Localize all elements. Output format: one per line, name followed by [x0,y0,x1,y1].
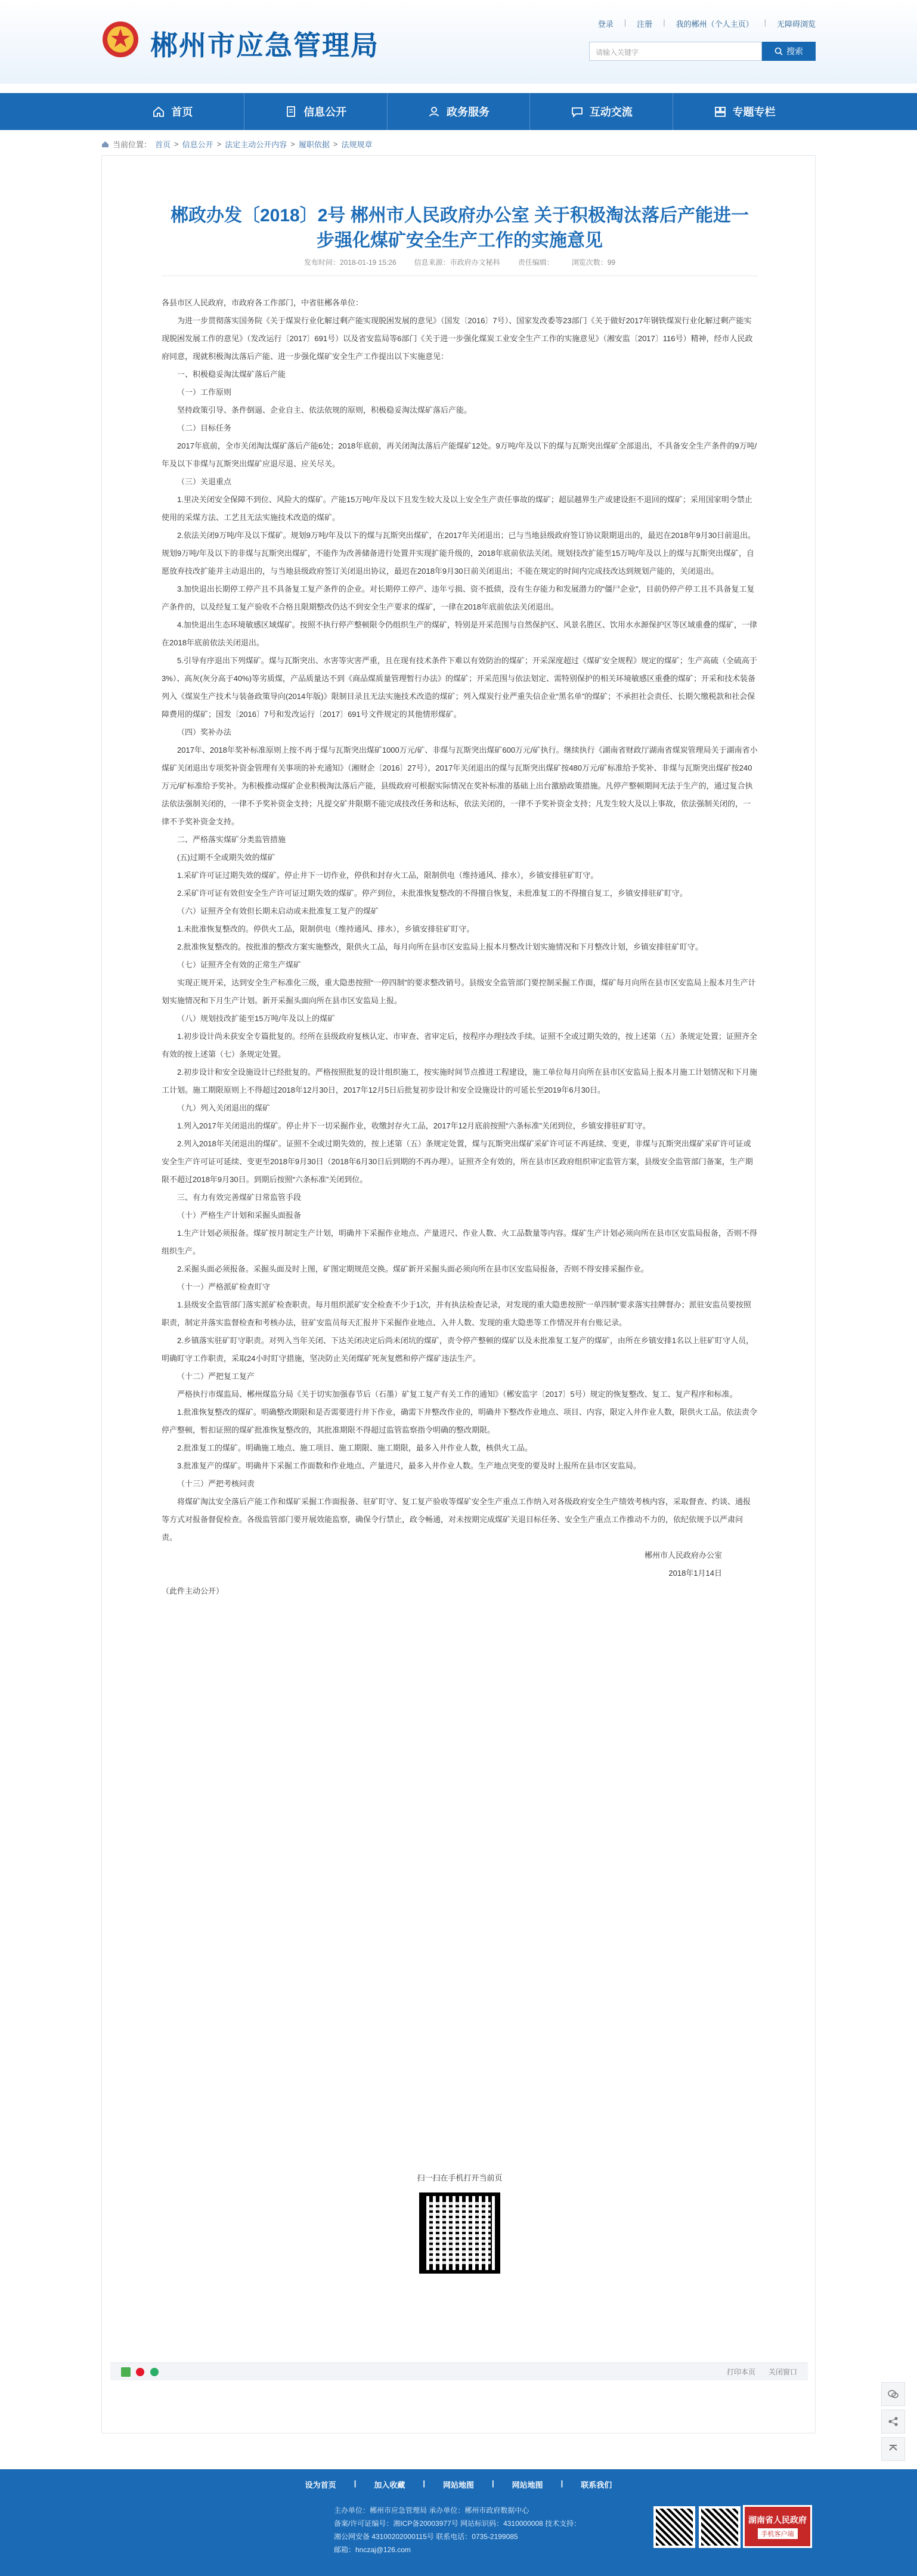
section-heading: 二、严格落实煤矿分类监管措施 [177,835,286,844]
nav-item-label: 政务服务 [446,106,490,118]
view-count: 浏览次数：99 [571,258,616,267]
arrow-up-icon [887,2443,899,2455]
article-paragraph: 3.加快退出长期停工停产且不具备复工复产条件的企业。对长期停工停产、违年亏损、资不抵债，没有生存能力和发展潜力的“僵尸企业”，目前仍停产停工且不具备复工复产条件的，以及经复工复产验收不合格且限期整改仍达不到安全生产要求的煤矿，一律在2018年底前依法关闭退出。 [162,585,755,611]
info-source: 信息来源：市政府办文秘科 [414,258,500,267]
breadcrumb-regulations[interactable]: 法规规章 [341,140,373,149]
breadcrumb-prefix: 当前位置： [113,140,152,149]
personal-home-link[interactable]: 我的郴州（个人主页） [676,20,754,29]
article-paragraph: 1.未批准恢复整改的。停供火工品，限制供电（维持通风、排水），乡镇安排驻矿盯守。 [177,924,475,933]
article-paragraph: 2017年底前，全市关闭淘汰煤矿落后产能6处；2018年底前，再关闭淘汰落后产能煤矿12处。9万吨/年及以下的煤与瓦斯突出煤矿全部退出，不具备安全生产条件的9万吨/年及以下非煤与瓦斯突出煤矿应退尽退、应关尽关。 [162,441,757,468]
footer-info-line: 主办单位：郴州市应急管理局 承办单位：郴州市政府数据中心 [334,2506,529,2515]
article-container [101,155,816,2433]
section-heading: （十三）严把考核问责 [177,1479,255,1488]
signature-line: 2018年1月14日 [668,1569,722,1578]
article-paragraph: 1.采矿许可证过期失效的煤矿。停止井下一切作业，停供和封存火工品，限制供电（维持通风、排水），乡镇安排驻矿盯守。 [177,871,599,880]
article-paragraph: 2.初步设计和安全设施设计已经批复的。严格按照批复的设计组织施工，按实施时间节点推进工程建设，施工单位每月向所在县市区安监局上报本月施工计划情况和下月施工计划。施工期限原则上不得超过2018年12月30日，2017年12月5日后批复初步设计和安全设施设计的可延长至2019年6月30日。 [162,1068,757,1094]
register-link[interactable]: 注册 [637,20,653,29]
article-paragraph: 5.引导有序退出下列煤矿。煤与瓦斯突出、水害等灾害严重，且在现有技术条件下难以有效防治的煤矿；开采深度超过《煤矿安全规程》规定的煤矿；生产高硫（全硫高于3%）、高灰(灰分高于40%)等劣质煤，产品质量达不到《商品煤质量管理暂行办法》的煤矿；开采范围与依法划定、需特别保护的相关环境敏感区重叠的煤矿；开采和技术装备列入《煤炭生产技术与装备政策导向(2014年版)》限制目录且无法实施技术改造的煤矿；列入煤炭行业严重失信企业“黑名单”的煤矿；不承担社会责任、长期欠缴税款和社会保障费用的煤矿；国发〔2016〕7号和发改运行〔2017〕691号文件规定的其他情形煤矿。 [162,656,757,719]
article-paragraph: 1.批准恢复整改的煤矿。明确整改期限和是否需要进行井下作业，确需下井整改作业的，明确井下整改作业地点、项目、内容，限定入井作业人数，限供火工品。依法责令停产整顿，暂扣证照的煤矿批准恢复整改的，其批准期限不得超过监管监察指令明确的整改期限。 [162,1408,757,1434]
nav-item-interaction[interactable] [530,93,673,130]
article-paragraph: 2.批准恢复整改的。按批准的整改方案实施整改，限供火工品，每月向所在县市区安监局上报本月整改计划实施情况和下月整改计划，乡镇安排驻矿盯守。 [177,942,703,951]
search-button[interactable] [762,42,816,61]
footer-info-line: 邮箱：hnczaj@126.com [334,2546,411,2554]
article-body [162,294,758,1600]
top-links: 登录 | 注册 | 我的郴州（个人主页） | 无障碍浏览 [597,18,816,29]
share-float-button[interactable] [881,2410,905,2433]
document-icon [284,105,298,118]
qr-section [352,2172,567,2274]
site-header [0,0,917,84]
footer-link-set-home[interactable]: 设为首页 [305,2481,336,2490]
wechat-float-button[interactable] [881,2382,905,2406]
nav-item-info-disclosure[interactable] [244,93,388,130]
article-paragraph: 2.采掘头面必须报备。采掘头面及时上图，矿图定期规范交换。煤矿新开采掘头面必须向所在县市区安监局报备，否则不得安排采掘作业。 [177,1264,649,1273]
accessibility-link[interactable]: 无障碍浏览 [776,20,816,29]
weibo-icon[interactable] [135,2367,145,2377]
signature-line: 郴州市人民政府办公室 [644,1551,722,1560]
section-heading: （四）奖补办法 [177,728,232,737]
wechat-icon[interactable] [150,2367,159,2377]
chat-icon [571,105,584,118]
article-toolbar [110,2362,808,2380]
column-icon [714,105,727,118]
article-paragraph: 4.加快退出生态环境敏感区域煤矿。按照不执行停产整顿限令仍组织生产的煤矿，特别是开采范围与自然保护区、风景名胜区、饮用水水源保护区等区域重叠的煤矿，一律在2018年底前依法关闭退出。 [162,620,757,647]
article-paragraph: 1.县级安全监管部门落实派矿检查职责。每月组织派矿安全检查不少于1次，并有执法检查记录，对发现的重大隐患按照“一单四制”要求落实挂牌督办；派驻安监员要按照职责，制定并落实监督检查和考核办法，驻矿安监员每天汇报井下采掘作业地点、入井人数、发现的重大隐患等工作情况并有台账记录。 [162,1300,751,1327]
nav-item-gov-service[interactable] [388,93,531,130]
search-button-label: 搜索 [786,47,803,56]
breadcrumb-duty-basis[interactable]: 履职依据 [298,140,330,149]
article-paragraph: 2017年、2018年奖补标准原则上按不再于煤与瓦斯突出煤矿1000万元/矿、非煤与瓦斯突出煤矿600万元/矿执行。继续执行《湖南省财政厅湖南省煤炭管理局关于湖南省小煤矿关闭退出专项奖补资金管理有关事项的补充通知》（湘财企〔2016〕27号），2017年关闭退出的煤与瓦斯突出煤矿按480万元/矿标准给予奖补、非煤与瓦斯突出煤矿按240万元/矿标准给予奖补。为积极推动煤矿企业积极淘汰落后产能，县级政府可根据实际情况在奖补标准的基础上出台激励政策措施。凡停产整顿期间无法于生产的，通过复合执法依法强制关闭的，一律不予奖补资金支持；凡提交矿井限期不能完成技改任务和达标，依法关闭的，一律不予奖补资金支持；凡发生较大及以上事故，依法强制关闭的，一律不予奖补资金支持。 [162,746,758,826]
section-heading: （七）证照齐全有效的正常生产煤矿 [177,960,302,969]
breadcrumb-info-disclosure[interactable]: 信息公开 [182,140,213,149]
breadcrumb-statutory[interactable]: 法定主动公开内容 [225,140,287,149]
service-icon [427,105,441,118]
side-float-toolbar [881,2382,905,2461]
article-paragraph: 1.初步设计尚未获安全专篇批复的。经所在县级政府复核认定、市审查、省审定后，按程序办理技改手续。证照不全或过期失效的，按上述第（五）条规定处置；证照齐全有效的按上述第（七）条规定处置。 [162,1032,757,1059]
nav-item-label: 信息公开 [303,106,347,118]
article-paragraph: 2.批准复工的煤矿。明确施工地点、施工项目、施工期限、施工期限，最多入井作业人数，核供火工品。 [177,1443,532,1452]
footer-info-line: 备案/许可证编号：湘ICP备20003977号 网站标识码：4310000008 技术支持： [334,2519,581,2528]
national-emblem-icon [101,20,140,58]
section-heading: （十二）严把复工复产 [177,1372,255,1381]
footer-qr-code-1 [653,2506,695,2548]
print-button[interactable]: 打印本页 [726,2368,755,2376]
footer-link-sitemap[interactable]: 网站地图 [442,2481,474,2490]
article-title: 郴政办发〔2018〕2号 郴州市人民政府办公室 关于积极淘汰落后产能进一步强化煤矿安全生产工作的实施意见 [170,206,749,251]
article-paragraph: 3.批准复产的煤矿。明确井下采掘工作面数和作业地点、产量进尺，最多入井作业人数。生产地点突变的要及时上报所在县市区安监局。 [177,1461,641,1470]
home-icon [152,105,165,118]
gov-app-badge[interactable] [743,2505,812,2548]
badge-subtitle: 手机客户端 [758,2528,798,2539]
footer-link-bookmark[interactable]: 加入收藏 [374,2481,405,2490]
close-window-button[interactable]: 关闭窗口 [768,2368,797,2376]
section-heading: （六）证照齐全有效但长期未启动或未批准复工复产的煤矿 [177,907,379,916]
section-heading: （九）列入关闭退出的煤矿 [177,1103,271,1112]
article-paragraph: 2.依法关闭9万吨/年及以下煤矿。规划9万吨/年及以下的煤与瓦斯突出煤矿，在2017年关闭退出；已与当地县级政府签订协议限期退出的，最迟在2018年9月30日前退出。规划9万吨/年及以下的非煤与瓦斯突出煤矿，不能作为改善储备进行处置并实现扩能升级的，2018年底前依法关闭。规划技改扩能至15万吨/年及以上的煤与瓦斯突出煤矿，自愿放弃技改扩能并主动退出的，与当地县级政府签订关闭退出协议，最迟在2018年9月30日前关闭退出；不能在规定的时间内完成技改达到规划产能的，关闭退出。 [162,531,756,576]
article-paragraph: 坚持政策引导、条件倒逼、企业自主、依法依规的原则，积极稳妥淘汰煤矿落后产能。 [177,406,472,415]
article-paragraph: 1.里决关闭安全保障不到位、风险大的煤矿。产能15万吨/年及以下且发生较大及以上安全生产责任事故的煤矿；超层越界生产或建设拒不退回的煤矿；采用国家明令禁止使用的采煤方法、工艺且无法实施技术改造的煤矿。 [162,495,752,522]
section-heading: 一、积极稳妥淘汰煤矿落后产能 [177,370,286,379]
nav-item-home[interactable] [101,93,244,130]
qr-code [419,2192,500,2274]
footer-links: 设为首页 | 加入收藏 | 网站地图 | 网站地图 | 联系我们 [305,2479,612,2490]
footer-link-contact[interactable]: 联系我们 [581,2481,612,2490]
section-heading: (五)过期不全或期失效的煤矿 [177,853,275,862]
nav-item-label: 专题专栏 [732,106,776,118]
editor: 责任编辑： [518,258,554,267]
article-meta [162,257,758,276]
footer-info-line: 湘公网安备 43100202000115号 联系电话：0735-2199085 [334,2532,518,2541]
article-paragraph: 1.生产计划必须报备。煤矿按月制定生产计划，明确井下采掘作业地点、产量进尺、作业人数、火工品数量等内容。煤矿生产计划必须向所在县市区安监局报备，否则不得组织生产。 [162,1229,757,1255]
nav-item-special-column[interactable] [673,93,816,130]
footer-qr-code-2 [699,2506,741,2548]
login-link[interactable]: 登录 [597,20,614,29]
section-heading: （八）规划技改扩能至15万吨/年及以上的煤矿 [177,1014,336,1023]
section-heading: （十一）严格派矿检查盯守 [177,1282,271,1291]
section-heading: （一）工作原则 [177,388,232,397]
back-to-top-button[interactable] [881,2437,905,2461]
nav-item-label: 互动交流 [589,106,633,118]
article-paragraph: 2.采矿许可证有效但安全生产许可证过期失效的煤矿。停产到位，未批准恢复整改的不得擅自恢复，未批准复工的不得擅自复工，乡镇安排驻矿盯守。 [177,889,687,898]
footer-info [334,2504,581,2556]
article-paragraph: 各县市区人民政府，市政府各工作部门，中省驻郴各单位： [162,298,364,307]
nav-item-label: 首页 [171,106,193,118]
badge-title: 湖南省人民政府 [748,2515,807,2525]
share-icon[interactable] [121,2367,131,2377]
article-paragraph: 2.列入2018年关闭退出的煤矿。证照不全或过期失效的，按上述第（五）条规定处置，煤与瓦斯突出煤矿采矿许可证不再延续、变更，非煤与瓦斯突出煤矿采矿许可证或安全生产许可证可延续、变更至2018年9月30日（2018年6月30日后到期的不再办理）。证照齐全有效的，所在县市区政府组织审定监管方案，县级安全监管部门备案，生产期限不超过2018年9月30日。到期后按照“六条标准”关闭到位。 [162,1139,753,1184]
breadcrumb: 当前位置： 首页 > 信息公开 > 法定主动公开内容 > 履职依据 > 法规规章 [101,135,816,153]
qr-label: 扫一扫在手机打开当前页 [417,2173,503,2182]
article-paragraph: 严格执行市煤监局、郴州煤监分局《关于切实加强春节后（石墨）矿复工复产有关工作的通知》（郴安监字〔2017〕5号）规定的恢复整改、复工、复产程序和标准。 [177,1390,738,1399]
section-heading: （二）目标任务 [177,423,232,432]
search-icon [775,47,783,55]
breadcrumb-home[interactable]: 首页 [155,140,171,149]
article-paragraph: 实现正规开采，达到安全生产标准化三级，重大隐患按照“一停四制”的要求整改销号。县级安全监管部门要控制采掘工作面，煤矿每月向所在县市区安监局上报本月生产计划实施情况和下月生产计划。新开采掘头面向所在县市区安监局上报。 [162,978,756,1005]
section-heading: （十）严格生产计划和采掘头面报备 [177,1211,302,1220]
article-paragraph: 2.乡镇落实驻矿盯守职责。对列入当年关闭、下达关闭决定后尚未闭坑的煤矿，责令停产整顿的煤矿以及未批准复工复产的煤矿，由所在乡镇安排1名以上驻矿盯守人员，明确盯守工作职责，采取24小时盯守措施，坚决防止关闭煤矿死灰复燃和停产煤矿违法生产。 [162,1336,754,1363]
share-icon [887,2416,899,2427]
main-nav [0,93,917,130]
search-input[interactable]: 请输入关键字 [589,42,762,61]
wechat-icon [887,2388,899,2400]
section-heading: 三、有力有效完善煤矿日常监管手段 [177,1193,302,1202]
home-icon [101,140,109,148]
publish-date: 发布时间：2018-01-19 15:26 [303,258,396,267]
section-heading: （三）关退重点 [177,477,232,486]
site-footer [0,2469,917,2576]
site-title: 郴州市应急管理局 [150,29,379,61]
article-paragraph: 为进一步贯彻落实国务院《关于煤炭行业化解过剩产能实现脱困发展的意见》（国发〔2016〕7号）、国家发改委等23部门《关于做好2017年钢铁煤炭行业化解过剩产能实现脱困发展工作的意见》（发改运行〔2017〕691号）以及省安监局等6部门《关于进一步强化煤炭工业安全生产工作的实施意见》（湘安监〔2017〕116号）精神，经市人民政府同意，现就积极淘汰落后产能、进一步强化煤矿安全生产工作提出以下实施意见： [162,316,753,361]
article-paragraph: 将煤矿淘汰安全落后产能工作和煤矿采掘工作面报备、驻矿盯守、复工复产验收等煤矿安全生产重点工作纳入对各级政府安全生产绩效考核内容，采取督查、约谈、通报等方式对报备督促检查。各级监管部门要开展效能监察，确保令行禁止，政令畅通，对未按期完成煤矿关退目标任务、安全生产重点工作推动不力的，依纪依规予以严肃问责。 [162,1497,751,1542]
footer-link-sitemap-2[interactable]: 网站地图 [512,2481,543,2490]
article-paragraph: 1.列入2017年关闭退出的煤矿。停止井下一切采掘作业，收缴封存火工品，2017年12月底前按照“六条标准”关闭到位，乡镇安排驻矿盯守。 [177,1121,650,1130]
article-paragraph: （此件主动公开） [162,1587,224,1595]
share-icons [121,2367,159,2377]
